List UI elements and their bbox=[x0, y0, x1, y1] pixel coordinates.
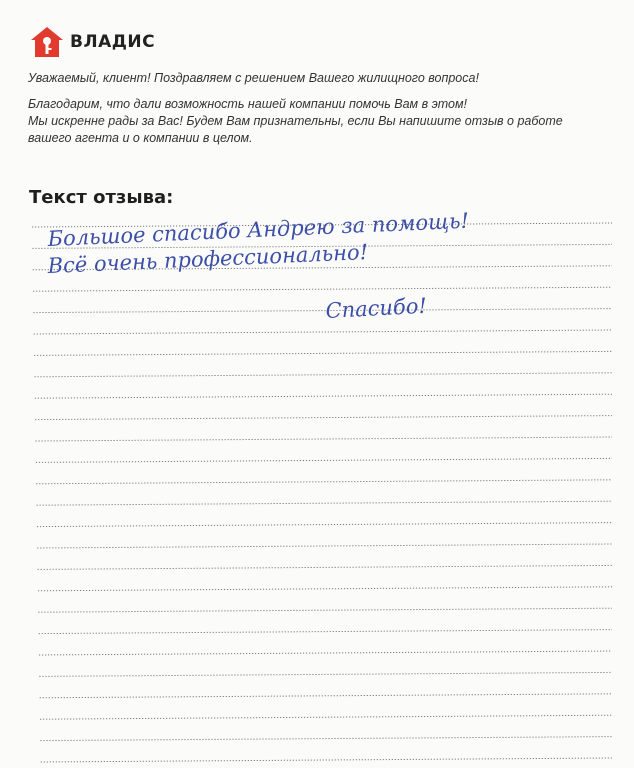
handwritten-line-1: Большое спасибо Андрею за помощь! bbox=[47, 208, 470, 251]
intro-line-1: Благодарим, что дали возможность нашей компании помочь Вам в этом! bbox=[28, 97, 468, 111]
intro-greeting: Уважаемый, клиент! Поздравляем с решением Вашего жилищного вопроса! bbox=[28, 71, 479, 85]
brand-name: ВЛАДИС bbox=[70, 32, 156, 52]
intro-line-2: Мы искренне рады за Вас! Будем Вам признательны, если Вы напишите отзыв о работе bbox=[28, 114, 563, 128]
review-title: Текст отзыва: bbox=[29, 187, 174, 208]
intro-line-3: вашего агента и о компании в целом. bbox=[28, 131, 253, 145]
handwritten-line-2: Всё очень профессионально! bbox=[47, 240, 369, 278]
handwritten-line-3: Спасибо! bbox=[325, 293, 428, 323]
